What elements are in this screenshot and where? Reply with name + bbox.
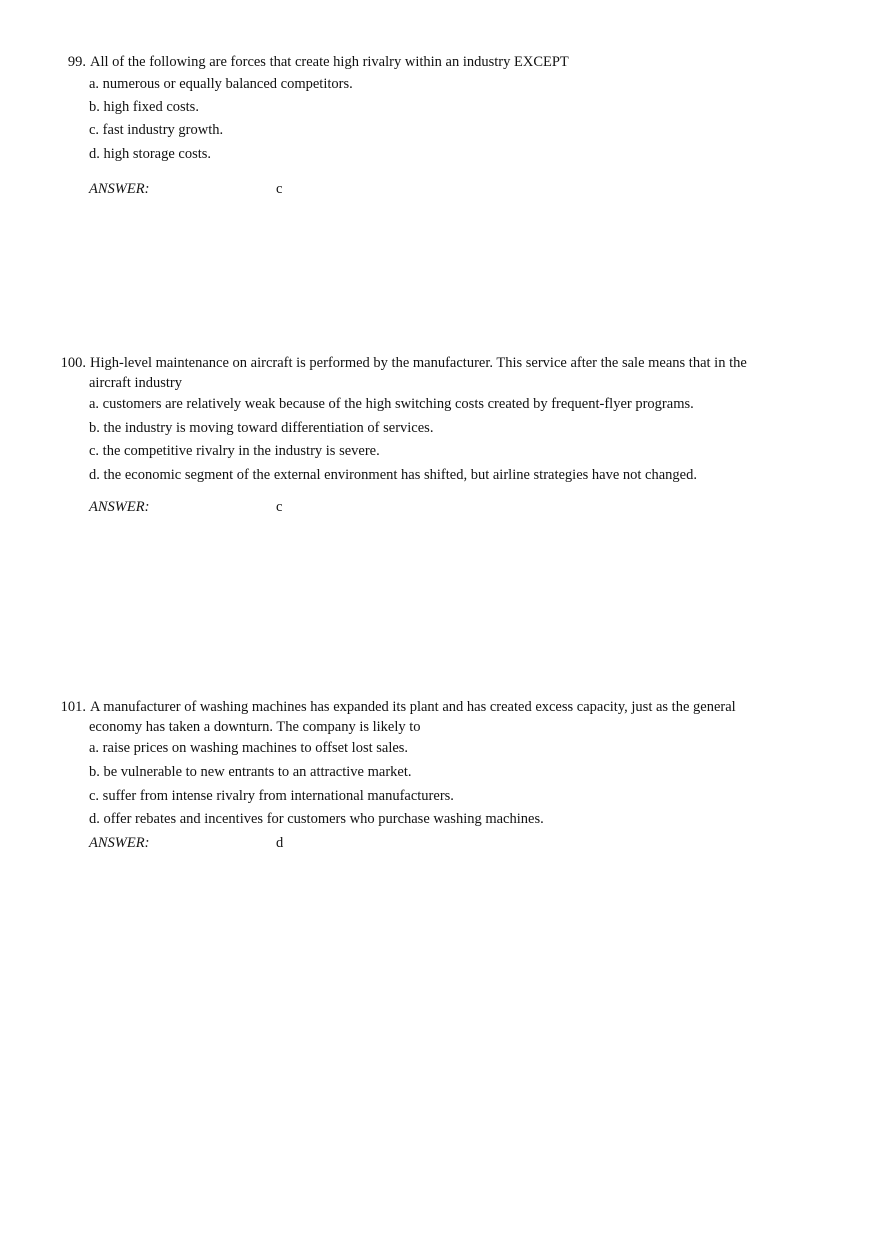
answer-value: c	[276, 181, 283, 197]
option-c: c. the competitive rivalry in the industry is severe.	[89, 443, 380, 459]
answer-label: ANSWER:	[89, 181, 150, 197]
question-stem: All of the following are forces that create high rivalry within an industry EXCEPT	[90, 54, 569, 70]
option-d: d. offer rebates and incentives for customers who purchase washing machines.	[89, 811, 544, 827]
question-stem-continued: aircraft industry	[89, 375, 183, 391]
answer-label: ANSWER:	[89, 499, 150, 515]
question-stem: High-level maintenance on aircraft is performed by the manufacturer. This service after the sale means that in the	[90, 355, 747, 371]
option-c: c. suffer from intense rivalry from international manufacturers.	[89, 788, 454, 804]
option-d: d. the economic segment of the external environment has shifted, but airline strategies have not changed.	[89, 467, 697, 483]
question-stem-continued: economy has taken a downturn. The company is likely to	[89, 719, 421, 735]
question-number: 101.	[60, 699, 86, 715]
answer-label: ANSWER:	[89, 835, 150, 851]
option-a: a. raise prices on washing machines to offset lost sales.	[89, 740, 409, 756]
option-d: d. high storage costs.	[89, 146, 212, 162]
question-number: 100.	[60, 355, 86, 371]
question-stem: A manufacturer of washing machines has expanded its plant and has created excess capacity, just as the general	[90, 699, 736, 715]
option-b: b. the industry is moving toward differentiation of services.	[89, 420, 434, 436]
option-b: b. be vulnerable to new entrants to an attractive market.	[89, 764, 412, 780]
answer-value: c	[276, 499, 283, 515]
question-number: 99.	[67, 54, 86, 70]
option-a: a. customers are relatively weak because of the high switching costs created by frequent-flyer programs.	[89, 396, 694, 412]
option-a: a. numerous or equally balanced competitors.	[89, 76, 353, 92]
option-b: b. high fixed costs.	[89, 99, 199, 115]
option-c: c. fast industry growth.	[89, 122, 224, 138]
answer-value: d	[276, 835, 284, 851]
